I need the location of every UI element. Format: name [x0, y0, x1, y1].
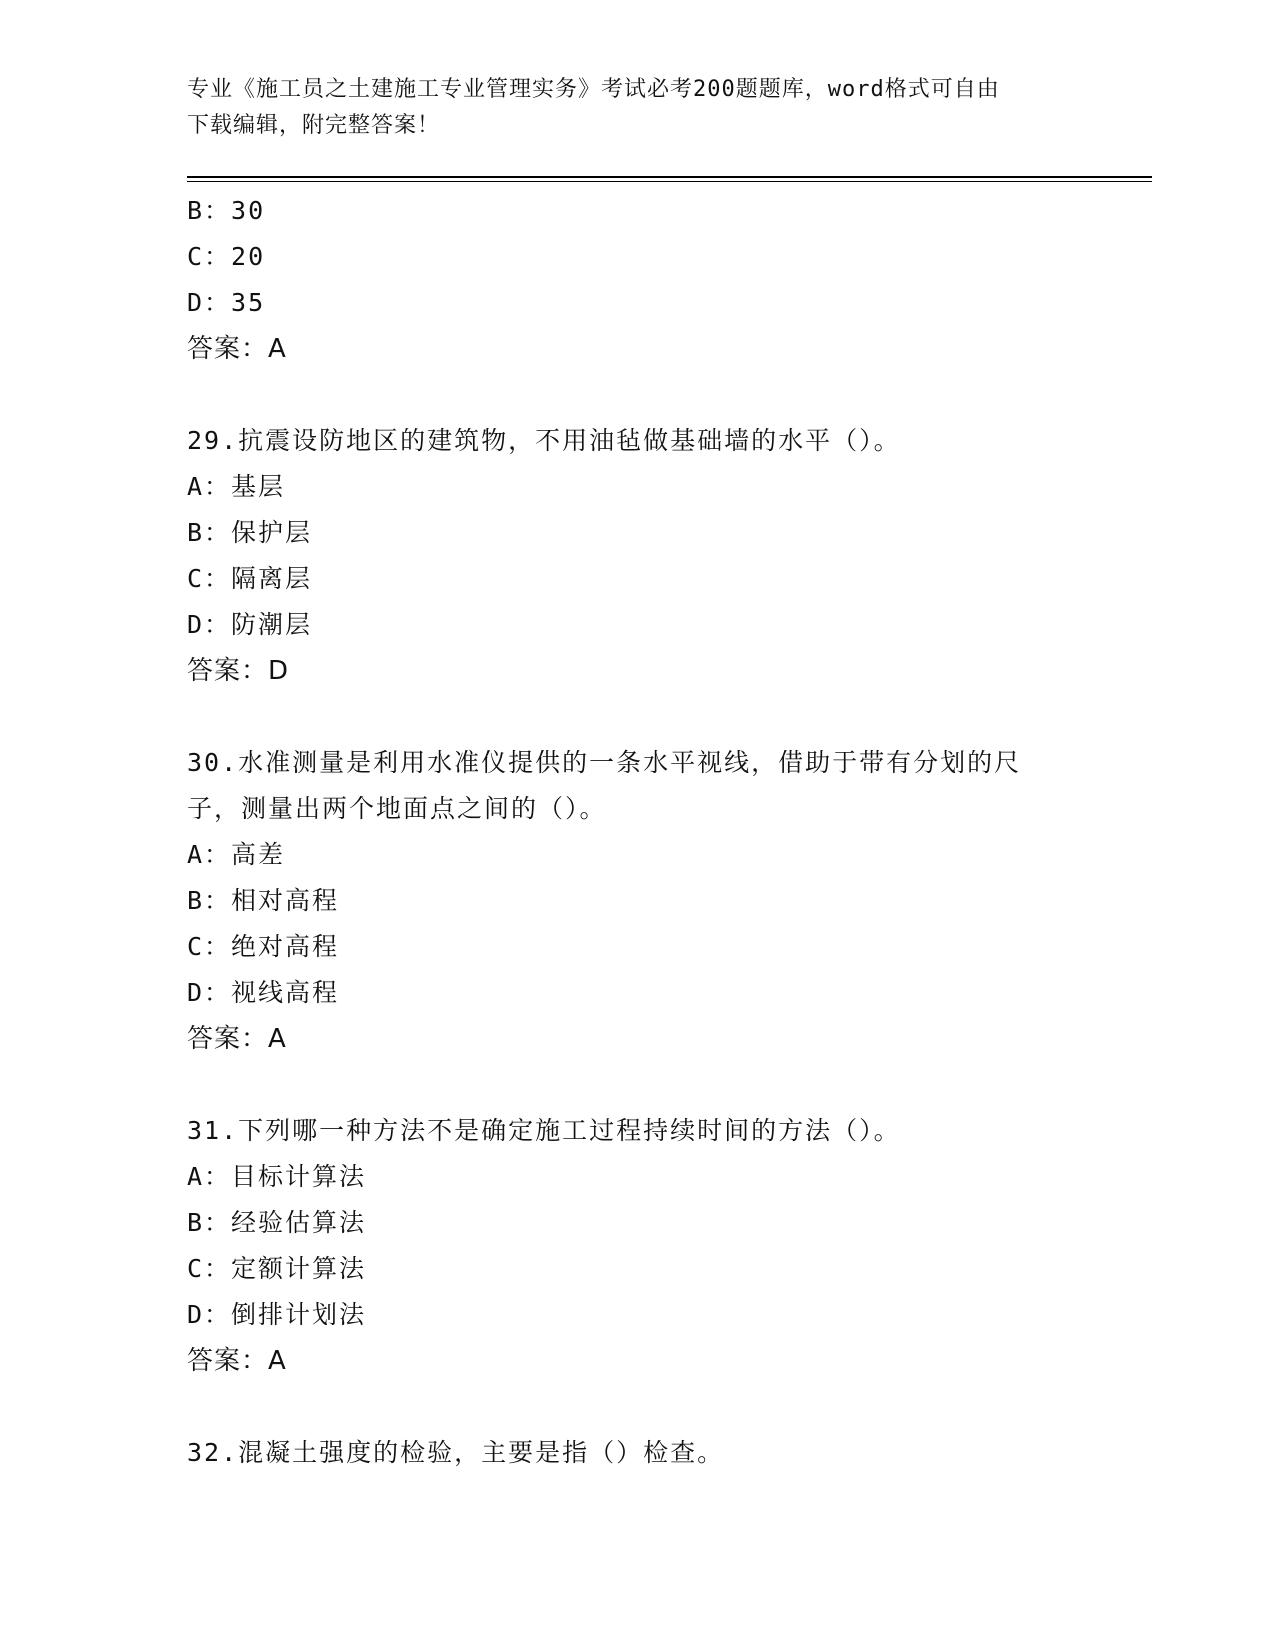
header-title-line2: 下载编辑，附完整答案！: [187, 113, 441, 138]
answer-label: 答案：D: [187, 656, 290, 686]
header-title-line1: 专业《施工员之土建施工专业管理实务》考试必考200题题库，word格式可自由: [187, 77, 1000, 102]
question-29: [187, 418, 1087, 694]
option-b: B：保护层: [187, 518, 313, 547]
header-divider-thin: [187, 181, 1152, 182]
question-text-line2: 子，测量出两个地面点之间的（）。: [187, 794, 607, 823]
answer-label: 答案：A: [187, 1024, 287, 1054]
option-a: A：目标计算法: [187, 1162, 367, 1191]
option-b: B：经验估算法: [187, 1208, 367, 1237]
option-d: D：视线高程: [187, 978, 340, 1007]
option-a: A：高差: [187, 840, 286, 869]
option-c: C：定额计算法: [187, 1254, 367, 1283]
page-header: [187, 72, 1087, 144]
option-d: D：倒排计划法: [187, 1300, 367, 1329]
option-a: A：基层: [187, 472, 286, 501]
option-c: C：20: [187, 242, 266, 271]
option-c: C：隔离层: [187, 564, 313, 593]
question-content: [187, 188, 1087, 1476]
option-b: B：相对高程: [187, 886, 340, 915]
question-32: [187, 1430, 1087, 1476]
header-divider-thick: [187, 176, 1152, 178]
question-text: 31.下列哪一种方法不是确定施工过程持续时间的方法（）。: [187, 1116, 901, 1145]
answer-label: 答案：A: [187, 334, 287, 364]
question-text-line1: 30.水准测量是利用水准仪提供的一条水平视线，借助于带有分划的尺: [187, 748, 1022, 777]
question-28-continued: [187, 188, 1087, 372]
option-d: D：35: [187, 288, 266, 317]
question-text: 32.混凝土强度的检验，主要是指（）检查。: [187, 1438, 725, 1467]
option-d: D：防潮层: [187, 610, 313, 639]
answer-label: 答案：A: [187, 1346, 287, 1376]
option-c: C：绝对高程: [187, 932, 340, 961]
question-30: [187, 740, 1087, 1062]
option-b: B：30: [187, 196, 266, 225]
question-31: [187, 1108, 1087, 1384]
question-text: 29.抗震设防地区的建筑物，不用油毡做基础墙的水平（）。: [187, 426, 901, 455]
